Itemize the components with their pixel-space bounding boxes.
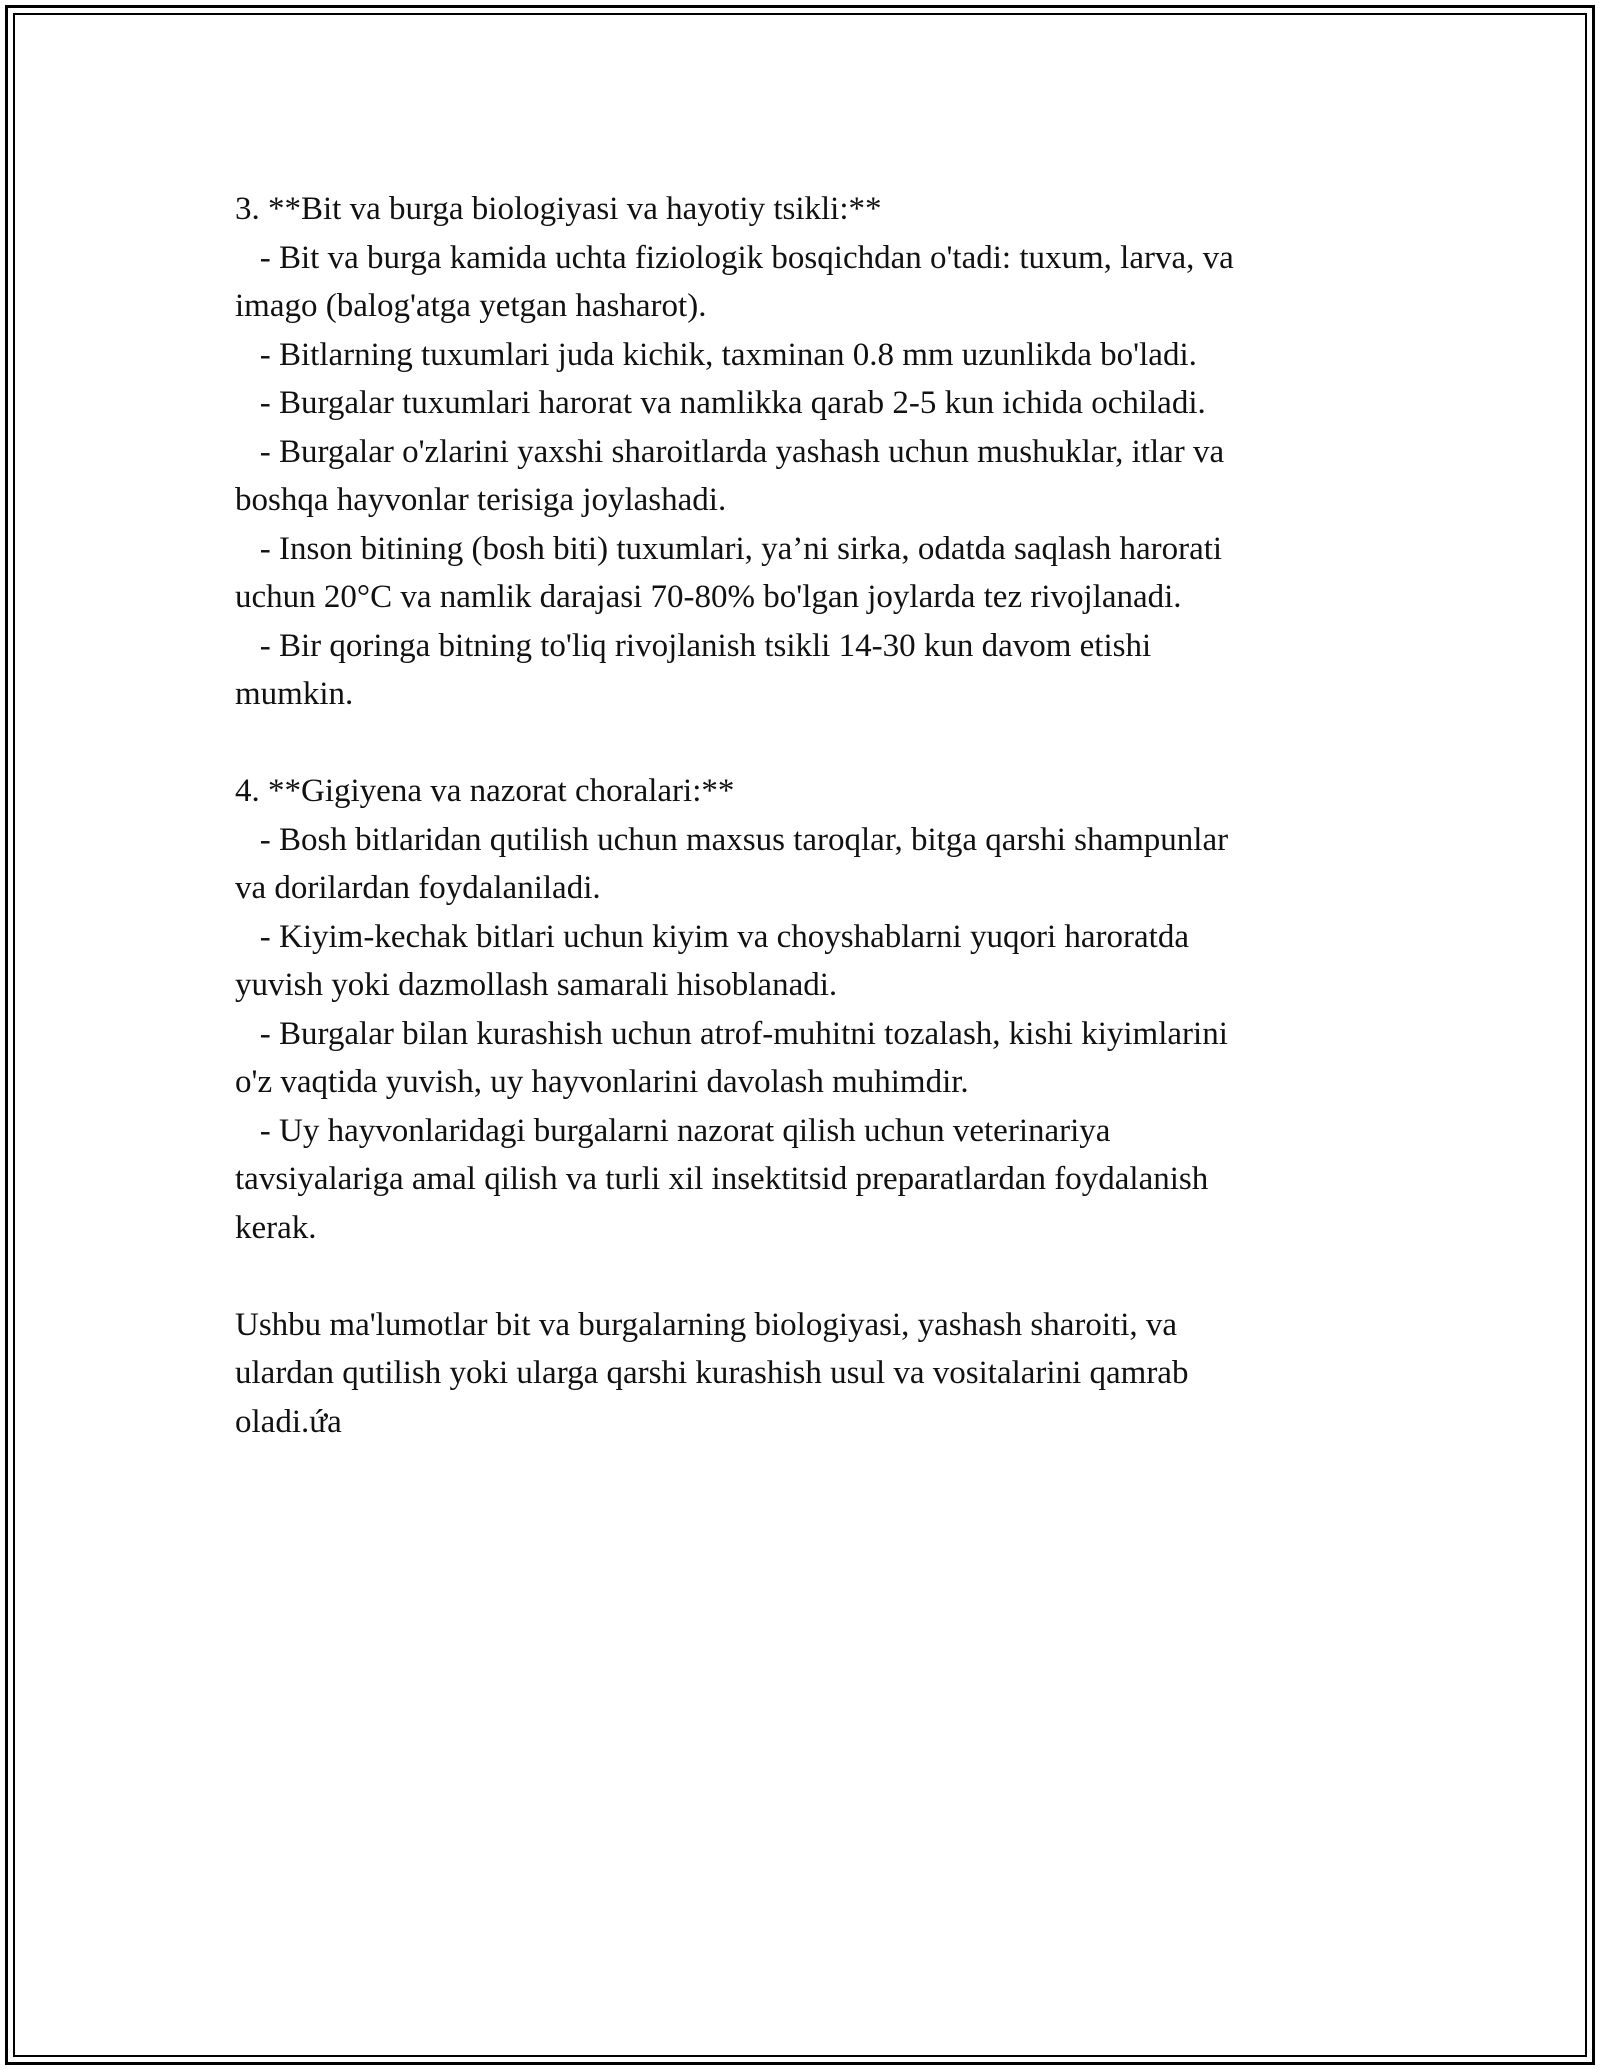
bullet-line: tavsiyalariga amal qilish va turli xil insektitsid preparatlardan foydalanish [235, 1161, 1209, 1197]
bullet-line: - Uy hayvonlaridagi burgalarni nazorat qilish uchun veterinariya [235, 1112, 1111, 1149]
summary-line: oladi.ứa [235, 1403, 342, 1440]
bullet-line: o'z vaqtida yuvish, uy hayvonlarini davolash muhimdir. [235, 1064, 969, 1100]
bullet-line: - Bir qoringa bitning to'liq rivojlanish tsikli 14-30 kun davom etishi [235, 627, 1152, 664]
bullet-line: - Bitlarning tuxumlari juda kichik, taxminan 0.8 mm uzunlikda bo'ladi. [235, 336, 1197, 373]
bullet-line: boshqa hayvonlar terisiga joylashadi. [235, 482, 727, 518]
bullet-line: imago (balog'atga yetgan hasharot). [235, 288, 707, 324]
summary-line: Ushbu ma'lumotlar bit va burgalarning biologiyasi, yashash sharoiti, va [235, 1306, 1178, 1343]
bullet-line: - Burgalar bilan kurashish uchun atrof-muhitni tozalash, kishi kiyimlarini [235, 1015, 1228, 1052]
section-hygiene [235, 767, 1365, 1252]
section-heading: 4. **Gigiyena va nazorat choralari:** [235, 773, 735, 809]
bullet-line: kerak. [235, 1209, 317, 1246]
document-body [235, 185, 1365, 1495]
section-biology [235, 185, 1365, 719]
bullet-line: yuvish yoki dazmollash samarali hisoblanadi. [235, 967, 838, 1003]
bullet-line: uchun 20°C va namlik darajasi 70-80% bo'lgan joylarda tez rivojlanadi. [235, 579, 1182, 615]
bullet-line: mumkin. [235, 676, 354, 712]
bullet-line: - Kiyim-kechak bitlari uchun kiyim va choyshablarni yuqori haroratda [235, 918, 1189, 955]
summary-line: ulardan qutilish yoki ularga qarshi kurashish usul va vositalarini qamrab [235, 1355, 1189, 1391]
section-heading: 3. **Bit va burga biologiyasi va hayotiy tsikli:** [235, 191, 882, 227]
summary-paragraph [235, 1301, 1365, 1447]
bullet-line: - Bosh bitlaridan qutilish uchun maxsus taroqlar, bitga qarshi shampunlar [235, 821, 1229, 858]
bullet-line: - Burgalar tuxumlari harorat va namlikka qarab 2-5 kun ichida ochiladi. [235, 385, 1206, 421]
bullet-line: va dorilardan foydalaniladi. [235, 870, 601, 906]
bullet-line: - Burgalar o'zlarini yaxshi sharoitlarda yashash uchun mushuklar, itlar va [235, 433, 1225, 470]
bullet-line: - Inson bitining (bosh biti) tuxumlari, ya’ni sirka, odatda saqlash harorati [235, 530, 1223, 567]
bullet-line: - Bit va burga kamida uchta fiziologik bosqichdan o'tadi: tuxum, larva, va [235, 239, 1234, 276]
